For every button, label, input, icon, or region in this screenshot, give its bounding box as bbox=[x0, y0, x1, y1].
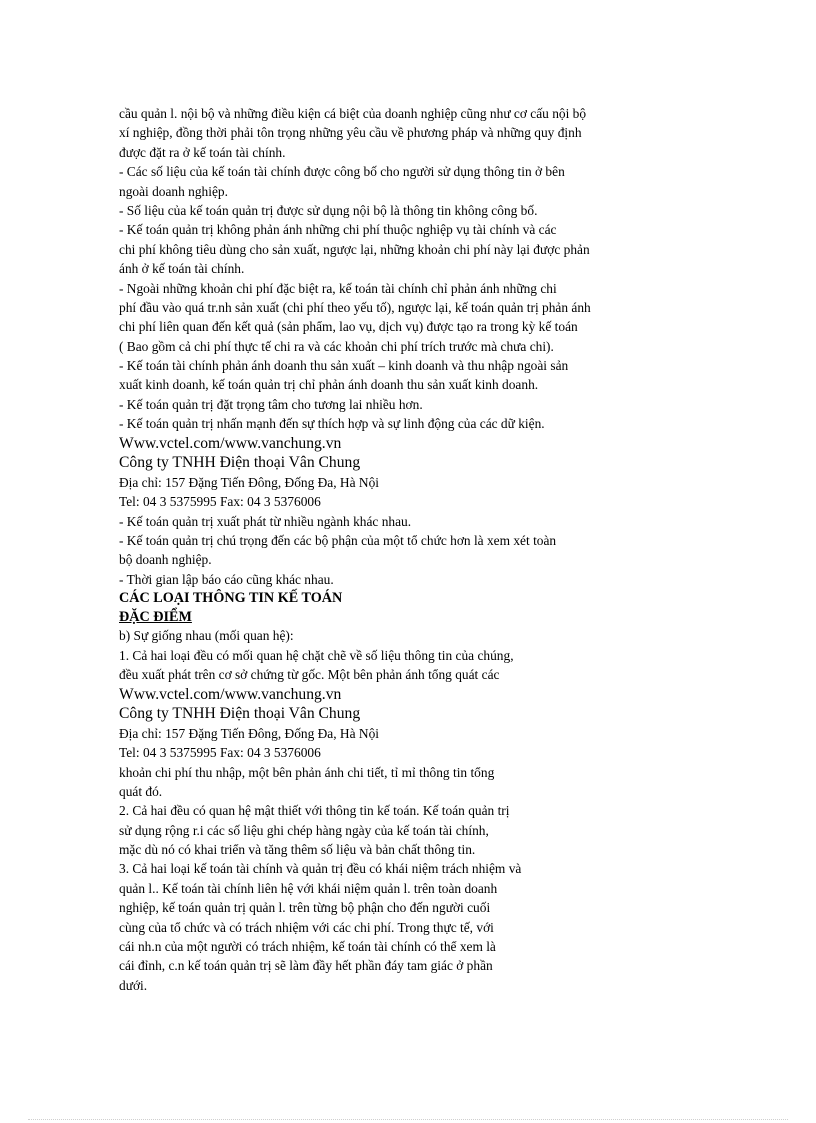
section-heading: CÁC LOẠI THÔNG TIN KẾ TOÁN bbox=[119, 590, 343, 607]
text-line: được đặt ra ở kế toán tài chính. bbox=[119, 144, 286, 160]
text-line: 2. Cả hai đều có quan hệ mật thiết với thông tin kế toán. Kế toán quản trị bbox=[119, 803, 510, 819]
text-line: 1. Cả hai loại đều có mối quan hệ chặt chẽ về số liệu thông tin của chúng, bbox=[119, 647, 514, 663]
text-line: - Số liệu của kế toán quản trị được sử dụng nội bộ là thông tin không công bố. bbox=[119, 202, 538, 218]
text-line: sử dụng rộng r.i các số liệu ghi chép hàng ngày của kế toán tài chính, bbox=[119, 822, 489, 838]
text-line: - Ngoài những khoản chi phí đặc biệt ra, kế toán tài chính chỉ phản ánh những chi bbox=[119, 280, 557, 296]
text-line: - Kế toán quản trị không phản ánh những chi phí thuộc nghiệp vụ tài chính và các bbox=[119, 222, 557, 238]
text-line: cầu quản l. nội bộ và những điều kiện cá biệt của doanh nghiệp cũng như cơ cấu nội bộ bbox=[119, 106, 587, 121]
section-heading: ĐẶC ĐIỂM bbox=[119, 608, 192, 625]
text-line: - Các số liệu của kế toán tài chính được công bố cho người sử dụng thông tin ở bên bbox=[119, 164, 565, 180]
text-line: Www.vctel.com/www.vanchung.vn bbox=[119, 434, 342, 452]
text-line: quát đó. bbox=[119, 783, 163, 799]
text-line: ánh ở kế toán tài chính. bbox=[119, 261, 245, 277]
text-line: Www.vctel.com/www.vanchung.vn bbox=[119, 685, 342, 703]
text-line: cùng của tổ chức và có trách nhiệm với các chi phí. Trong thực tế, với bbox=[119, 919, 494, 935]
text-line: ngoài doanh nghiệp. bbox=[119, 183, 228, 199]
text-line: - Kế toán quản trị nhấn mạnh đến sự thích hợp và sự linh động của các dữ kiện. bbox=[119, 416, 545, 432]
text-line: - Kế toán tài chính phản ánh doanh thu sản xuất – kinh doanh và thu nhập ngoài sản bbox=[119, 358, 569, 374]
text-line: xuất kinh doanh, kế toán quản trị chỉ phản ánh doanh thu sản xuất kinh doanh. bbox=[119, 377, 539, 393]
text-line: mặc dù nó có khai triển và tăng thêm số liệu và bản chất thông tin. bbox=[119, 842, 476, 858]
text-line: Địa chỉ: 157 Đặng Tiến Đông, Đống Đa, Hà Nội bbox=[119, 725, 379, 741]
text-line: 3. Cả hai loại kế toán tài chính và quản trị đều có khái niệm trách nhiệm và bbox=[119, 861, 522, 877]
text-line: Công ty TNHH Điện thoại Vân Chung bbox=[119, 705, 361, 723]
text-line: - Kế toán quản trị xuất phát từ nhiều ngành khác nhau. bbox=[119, 513, 412, 529]
text-line: - Thời gian lập báo cáo cũng khác nhau. bbox=[119, 571, 334, 587]
text-line: cái đỉnh, c.n kế toán quản trị sẽ làm đầy hết phần đáy tam giác ở phần bbox=[119, 958, 493, 974]
text-line: - Kế toán quản trị chú trọng đến các bộ phận của một tổ chức hơn là xem xét toàn bbox=[119, 533, 557, 548]
text-line: phí đầu vào quá tr.nh sản xuất (chi phí theo yếu tố), ngược lại, kế toán quản trị phản ánh bbox=[119, 299, 591, 315]
text-line: - Kế toán quản trị đặt trọng tâm cho tương lai nhiều hơn. bbox=[119, 396, 423, 412]
text-line: dưới. bbox=[119, 977, 148, 993]
text-line: đều xuất phát trên cơ sở chứng từ gốc. Một bên phản ánh tổng quát các bbox=[119, 667, 500, 683]
text-line: quản l.. Kế toán tài chính liên hệ với khái niệm quản l. trên toàn doanh bbox=[119, 880, 498, 896]
text-line: ( Bao gồm cả chi phí thực tế chi ra và các khoản chi phí trích trước mà chưa chi). bbox=[119, 338, 554, 354]
text-line: Địa chỉ: 157 Đặng Tiến Đông, Đống Đa, Hà Nội bbox=[119, 474, 379, 490]
page-bottom-rule bbox=[28, 1119, 788, 1120]
text-line: bộ doanh nghiệp. bbox=[119, 552, 212, 568]
text-line: chi phí không tiêu dùng cho sản xuất, ngược lại, những khoản chi phí này lại được phản bbox=[119, 241, 590, 257]
text-line: Tel: 04 3 5375995 Fax: 04 3 5376006 bbox=[119, 494, 321, 510]
text-line: Tel: 04 3 5375995 Fax: 04 3 5376006 bbox=[119, 745, 321, 761]
text-line: chi phí liên quan đến kết quả (sản phẩm, lao vụ, dịch vụ) được tạo ra trong kỳ kế toán bbox=[119, 319, 578, 335]
text-line: Công ty TNHH Điện thoại Vân Chung bbox=[119, 454, 361, 472]
text-line: khoản chi phí thu nhập, một bên phản ánh chi tiết, tỉ mỉ thông tin tổng bbox=[119, 764, 495, 780]
text-line: nghiệp, kế toán quản trị quản l. trên từng bộ phận cho đến người cuối bbox=[119, 900, 491, 916]
text-line: xí nghiệp, đồng thời phải tôn trọng những yêu cầu về phương pháp và những quy định bbox=[119, 125, 582, 141]
document-page bbox=[119, 104, 719, 995]
text-line: cái nh.n của một người có trách nhiệm, kế toán tài chính có thể xem là bbox=[119, 939, 496, 955]
text-line: b) Sự giống nhau (mối quan hệ): bbox=[119, 628, 294, 644]
